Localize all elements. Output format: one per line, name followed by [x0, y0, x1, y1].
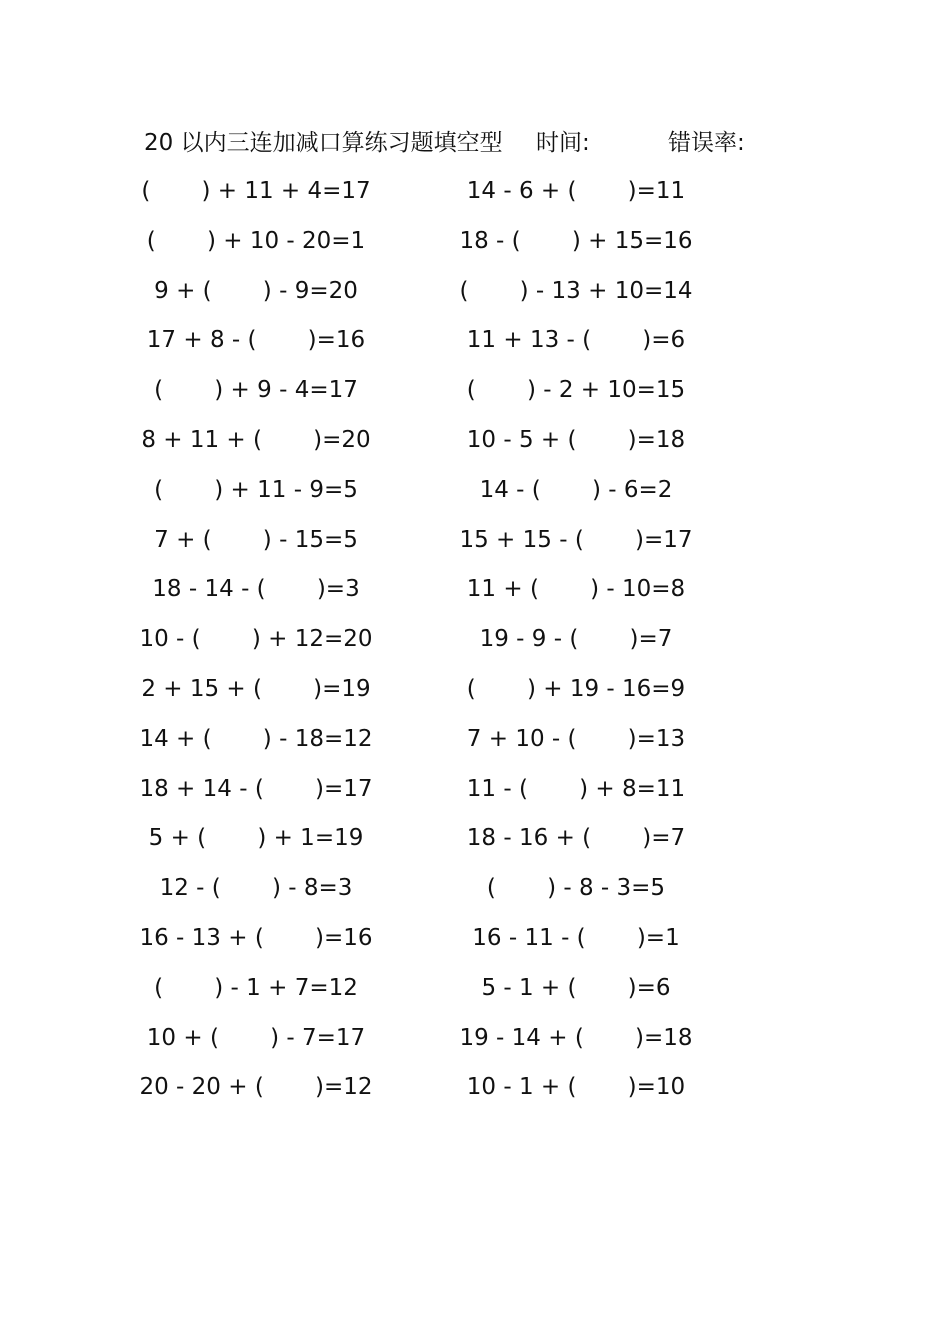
left-problem: 9 + ( ) - 9=20	[154, 277, 358, 304]
problem-row	[0, 423, 950, 473]
right-problem: 18 - 16 + ( )=7	[466, 825, 686, 852]
problem-row	[0, 1021, 950, 1071]
left-problem: 10 + ( ) - 7=17	[146, 1024, 366, 1051]
problem-row	[0, 274, 950, 324]
right-problem: 5 - 1 + ( )=6	[481, 974, 671, 1001]
right-problem: 10 - 1 + ( )=10	[466, 1074, 686, 1101]
left-problem: ( ) + 11 - 9=5	[154, 476, 358, 503]
right-problem: 11 + ( ) - 10=8	[466, 576, 686, 603]
left-problem: 16 - 13 + ( )=16	[139, 924, 373, 951]
left-problem: 5 + ( ) + 1=19	[148, 825, 364, 852]
right-problem: 15 + 15 - ( )=17	[459, 526, 693, 553]
problem-row	[0, 224, 950, 274]
problem-row	[0, 821, 950, 871]
problem-row	[0, 373, 950, 423]
problem-row	[0, 1070, 950, 1120]
left-problem: ( ) - 1 + 7=12	[154, 974, 358, 1001]
right-problem: 18 - ( ) + 15=16	[459, 227, 693, 254]
problem-list	[0, 174, 950, 1120]
left-problem: 7 + ( ) - 15=5	[154, 526, 358, 553]
right-problem: ( ) - 13 + 10=14	[459, 277, 693, 304]
problem-row	[0, 921, 950, 971]
worksheet-title: 20 以内三连加减口算练习题填空型	[144, 130, 503, 156]
left-problem: 18 + 14 - ( )=17	[139, 775, 373, 802]
left-problem: 8 + 11 + ( )=20	[141, 426, 371, 453]
problem-row	[0, 323, 950, 373]
left-problem: ( ) + 11 + 4=17	[141, 178, 371, 204]
problem-row	[0, 772, 950, 822]
left-problem: 12 - ( ) - 8=3	[159, 875, 353, 902]
right-problem: ( ) - 2 + 10=15	[466, 377, 686, 404]
left-problem: 10 - ( ) + 12=20	[139, 626, 373, 653]
left-problem: ( ) + 10 - 20=1	[146, 227, 366, 254]
problem-row	[0, 174, 950, 224]
right-problem: 10 - 5 + ( )=18	[466, 426, 686, 453]
left-problem: 14 + ( ) - 18=12	[139, 725, 373, 752]
right-problem: 19 - 9 - ( )=7	[479, 626, 673, 653]
right-problem: 11 + 13 - ( )=6	[466, 327, 686, 354]
right-problem: 19 - 14 + ( )=18	[459, 1024, 693, 1051]
right-problem: 14 - 6 + ( )=11	[466, 178, 686, 204]
problem-row	[0, 523, 950, 573]
problem-row	[0, 622, 950, 672]
time-label: 时间:	[536, 130, 590, 156]
left-problem: 18 - 14 - ( )=3	[152, 576, 360, 603]
error-rate-label: 错误率:	[668, 130, 745, 156]
right-problem: ( ) + 19 - 16=9	[466, 675, 686, 702]
left-problem: 17 + 8 - ( )=16	[146, 327, 366, 354]
problem-row	[0, 473, 950, 523]
right-problem: 11 - ( ) + 8=11	[466, 775, 686, 802]
left-problem: ( ) + 9 - 4=17	[154, 377, 358, 404]
worksheet-header	[144, 126, 784, 160]
problem-row	[0, 672, 950, 722]
right-problem: ( ) - 8 - 3=5	[486, 875, 666, 902]
right-problem: 7 + 10 - ( )=13	[466, 725, 686, 752]
left-problem: 2 + 15 + ( )=19	[141, 675, 371, 702]
problem-row	[0, 572, 950, 622]
right-problem: 14 - ( ) - 6=2	[479, 476, 673, 503]
right-problem: 16 - 11 - ( )=1	[472, 924, 680, 951]
left-problem: 20 - 20 + ( )=12	[139, 1074, 373, 1101]
problem-row	[0, 871, 950, 921]
problem-row	[0, 971, 950, 1021]
problem-row	[0, 722, 950, 772]
